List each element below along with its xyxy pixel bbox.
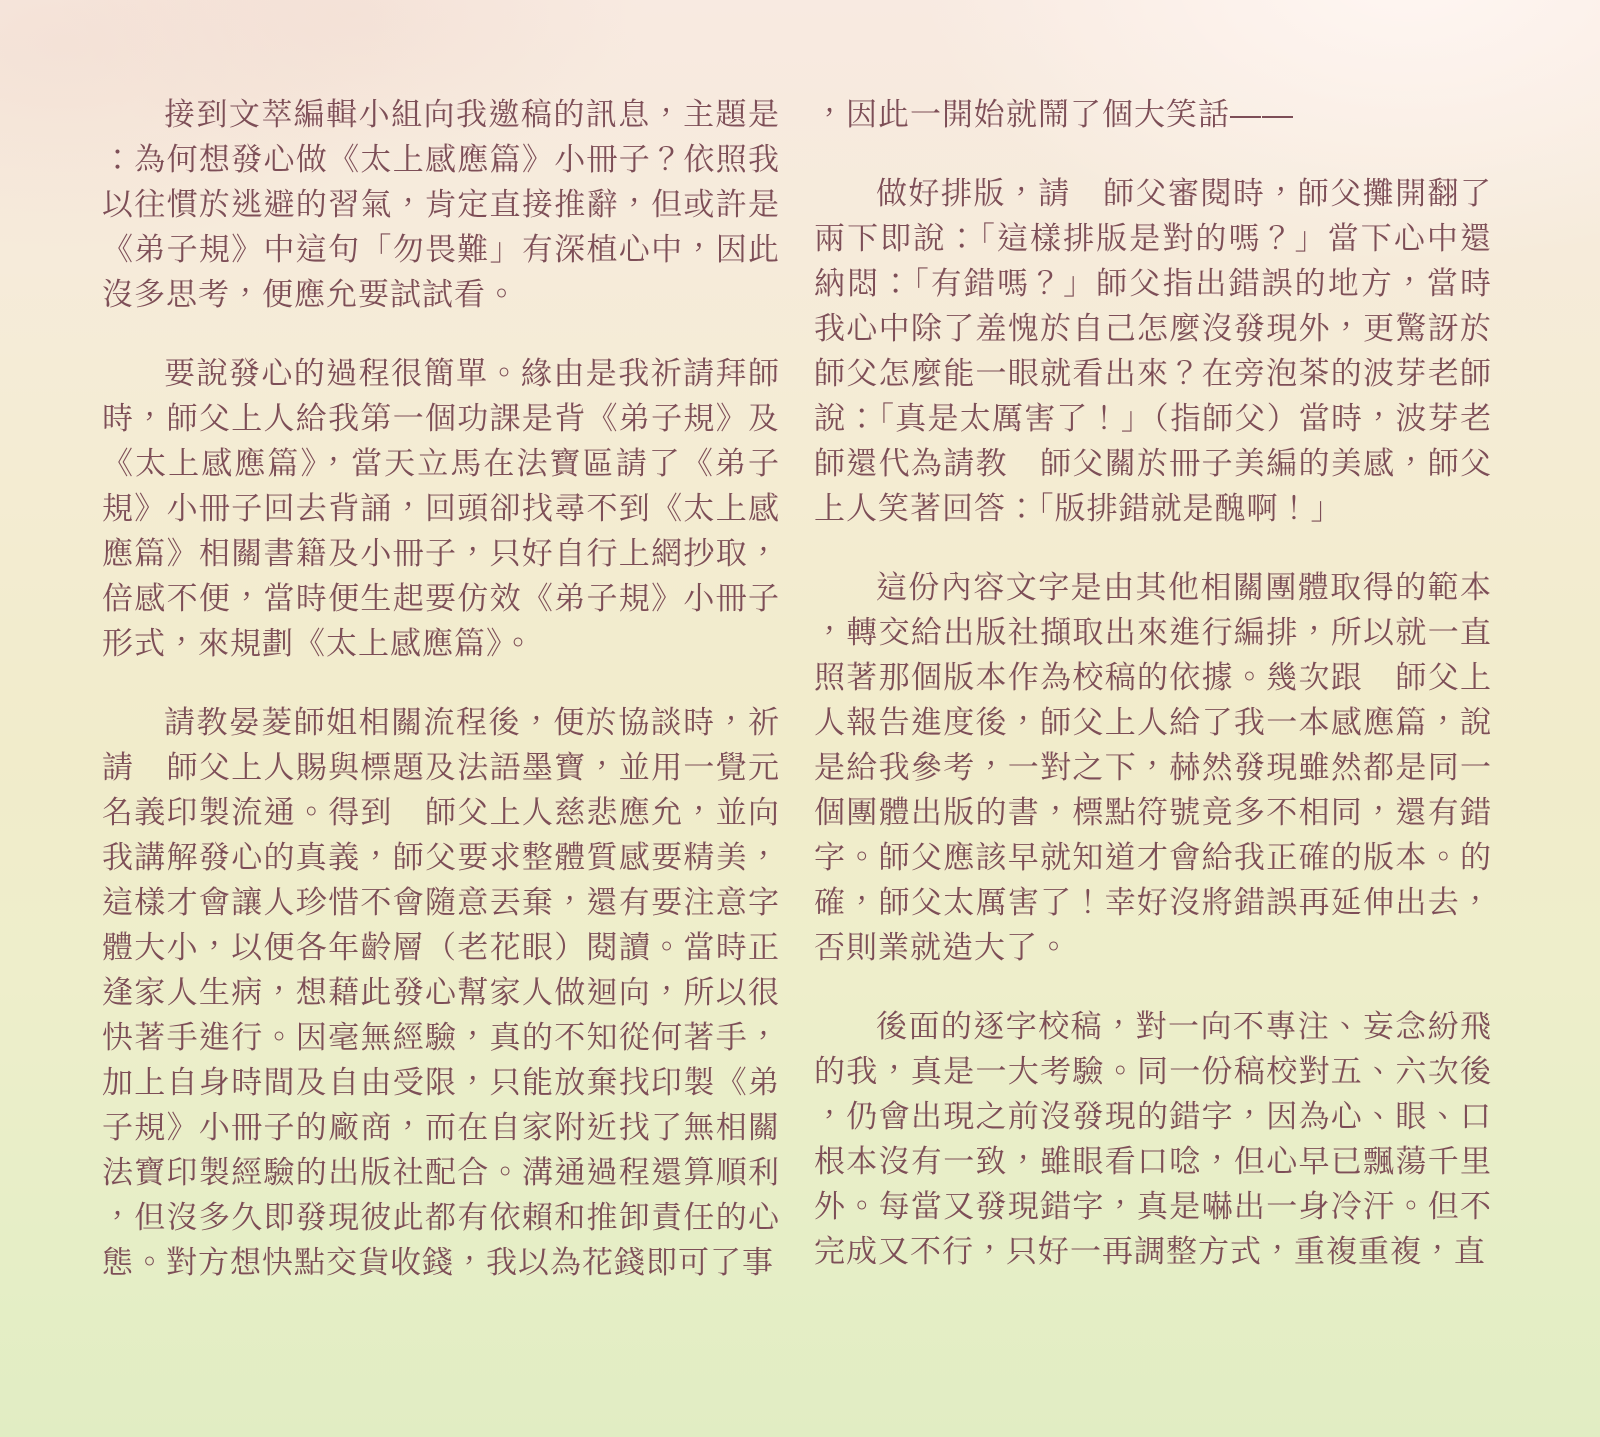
- paragraph-right-2: 做好排版，請 師父審閱時，師父攤開翻了兩下即說：「這樣排版是對的嗎？」當下心中還納悶：「有錯嗎？」師父指出錯誤的地方，當時我心中除了羞愧於自己怎麼沒發現外，更驚訝於師父怎麼能一眼就看出來？在旁泡茶的波芽老師說：「真是太厲害了！」（指師父）當時，波芽老師還代為請教 師父關於冊子美編的美感，師父上人笑著回答：「版排錯就是醜啊！」: [814, 176, 1492, 526]
- paragraph-left-1: 接到文萃編輯小組向我邀稿的訊息，主題是：為何想發心做《太上感應篇》小冊子？依照我以往慣於逃避的習氣，肯定直接推辭，但或許是《弟子規》中這句「勿畏難」有深植心中，因此沒多思考，便應允要試試看。: [102, 97, 780, 312]
- paragraph-right-3: 這份內容文字是由其他相關團體取得的範本，轉交給出版社擷取出來進行編排，所以就一直照著那個版本作為校稿的依據。幾次跟 師父上人報告進度後，師父上人給了我一本感應篇，說是給我參考，一對之下，赫然發現雖然都是同一個團體出版的書，標點符號竟多不相同，還有錯字。師父應該早就知道才會給我正確的版本。的確，師父太厲害了！幸好沒將錯誤再延伸出去，否則業就造大了。: [814, 570, 1492, 965]
- paragraph-left-3: 請教晏菱師姐相關流程後，便於協談時，祈請 師父上人賜與標題及法語墨寶，並用一覺元名義印製流通。得到 師父上人慈悲應允，並向我講解發心的真義，師父要求整體質感要精美，這樣才會讓人珍惜不會隨意丟棄，還有要注意字體大小，以便各年齡層（老花眼）閱讀。當時正逢家人生病，想藉此發心幫家人做迴向，所以很快著手進行。因毫無經驗，真的不知從何著手，加上自身時間及自由受限，只能放棄找印製《弟子規》小冊子的廠商，而在自家附近找了無相關法寶印製經驗的出版社配合。溝通過程還算順利，但沒多久即發現彼此都有依賴和推卸責任的心態。對方想快點交貨收錢，我以為花錢即可了事: [102, 705, 780, 1280]
- paragraph-right-1: ，因此一開始就鬧了個大笑話——: [814, 97, 1294, 132]
- paragraph-right-4: 後面的逐字校稿，對一向不專注、妄念紛飛的我，真是一大考驗。同一份稿校對五、六次後，仍會出現之前沒發現的錯字，因為心、眼、口根本沒有一致，雖眼看口唸，但心早已飄蕩千里外。每當又發現錯字，真是嚇出一身冷汗。但不完成又不行，只好一再調整方式，重複重複，直: [814, 1009, 1492, 1269]
- article-body: [102, 92, 1492, 1285]
- text-column-left: [102, 92, 780, 1285]
- paragraph-left-2: 要說發心的過程很簡單。緣由是我祈請拜師時，師父上人給我第一個功課是背《弟子規》及《太上感應篇》，當天立馬在法寶區請了《弟子規》小冊子回去背誦，回頭卻找尋不到《太上感應篇》相關書籍及小冊子，只好自行上網抄取，倍感不便，當時便生起要仿效《弟子規》小冊子形式，來規劃《太上感應篇》。: [102, 356, 780, 661]
- text-column-right: [814, 92, 1492, 1285]
